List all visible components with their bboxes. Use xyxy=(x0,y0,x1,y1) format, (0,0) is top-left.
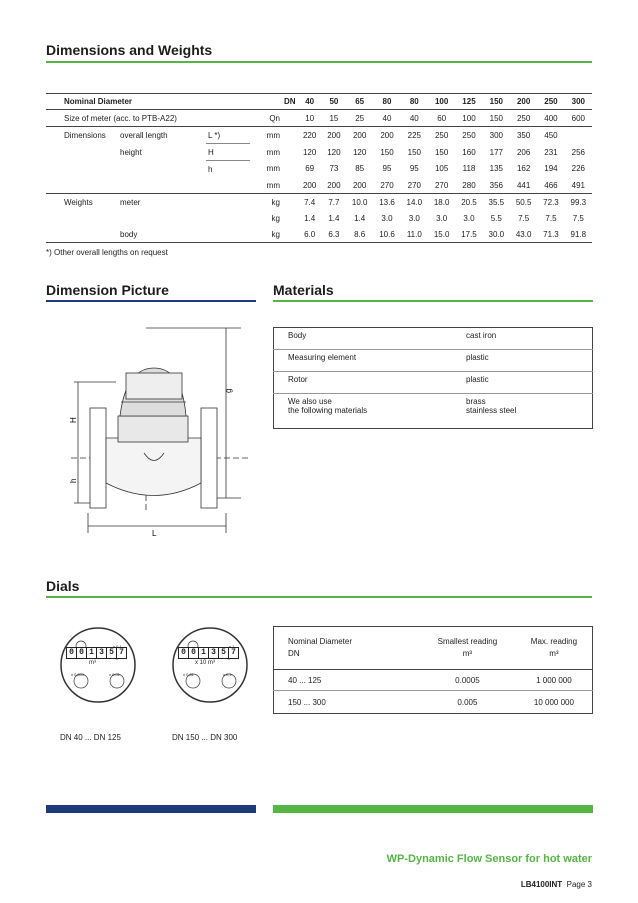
table-cell: Weights xyxy=(64,197,93,207)
table-cell: 71.3 xyxy=(543,229,559,239)
table-cell: mm xyxy=(266,147,280,157)
table-cell: h xyxy=(206,161,250,178)
dial-1-face xyxy=(59,626,137,704)
table-cell: 69 xyxy=(305,164,315,174)
table-cell: 162 xyxy=(516,164,531,174)
table-cell: mm xyxy=(266,164,280,174)
footer-bar-blue xyxy=(46,805,256,813)
table-cell: 250 xyxy=(462,130,476,140)
table-cell: 1.4 xyxy=(354,213,366,223)
counter-digit: 1 xyxy=(198,647,209,659)
table-cell: 120 xyxy=(352,147,367,157)
table-cell xyxy=(46,177,118,194)
table-cell xyxy=(118,161,206,178)
table-cell: 120 xyxy=(327,147,341,157)
material-row xyxy=(274,394,593,429)
counter-digit: 0 xyxy=(188,647,199,659)
table-cell: 150 ... 300 xyxy=(288,697,326,707)
table-cell: 100 xyxy=(462,113,476,123)
material-row xyxy=(274,350,593,372)
table-cell: 450 xyxy=(544,130,558,140)
section-title-dims: Dimensions and Weights xyxy=(46,42,213,58)
table-cell: 1.4 xyxy=(328,213,340,223)
dial-2-r2: x 0,1 xyxy=(223,672,232,677)
col-smallest-unit: m³ xyxy=(462,649,473,658)
header-cell: 80 xyxy=(409,97,419,106)
dial-1-caption: DN 40 ... DN 125 xyxy=(60,733,121,742)
table-cell: 400 xyxy=(544,113,558,123)
counter-digit: 7 xyxy=(228,647,239,659)
table-row xyxy=(46,161,592,178)
header-cell: Nominal Diameter xyxy=(64,97,133,106)
footer-page xyxy=(521,880,592,889)
table-cell: 220 xyxy=(302,130,317,140)
section-rule xyxy=(273,300,593,302)
table-cell xyxy=(206,226,250,243)
table-cell: 1.4 xyxy=(304,213,316,223)
table-cell: 7.7 xyxy=(328,197,340,207)
col-smallest: Smallest reading xyxy=(437,637,498,646)
dial-2-caption: DN 150 ... DN 300 xyxy=(172,733,238,742)
table-cell xyxy=(46,210,118,226)
table-cell: 10 000 000 xyxy=(533,697,574,707)
table-cell: 3.0 xyxy=(463,213,475,223)
label-H: H xyxy=(69,417,78,423)
table-cell: 270 xyxy=(434,180,449,190)
dial-2-r3: x 0,01 xyxy=(183,672,194,677)
table-cell: 43.0 xyxy=(515,229,532,239)
material-row xyxy=(274,328,593,350)
col-max-unit: m³ xyxy=(549,649,559,658)
dimensions-table xyxy=(46,93,592,243)
dial-1-r3: x 0,001 xyxy=(71,672,85,677)
table-cell: 200 xyxy=(352,180,367,190)
table-row xyxy=(46,127,592,144)
counter-digit: 3 xyxy=(96,647,107,659)
table-cell: mm xyxy=(266,180,280,190)
label-g: g xyxy=(224,388,233,393)
table-cell: 177 xyxy=(489,147,503,157)
table-cell: 6.0 xyxy=(304,229,316,239)
table-cell xyxy=(565,127,592,144)
table-cell: 95 xyxy=(409,164,419,174)
table-cell: 10.0 xyxy=(351,197,368,207)
table-cell: 95 xyxy=(382,164,392,174)
table-cell: 300 xyxy=(489,130,503,140)
table-cell: meter xyxy=(120,197,141,207)
header-cell: DN xyxy=(284,97,296,106)
header-cell: 250 xyxy=(544,97,558,106)
table-cell: 200 xyxy=(302,180,317,190)
table-cell: 3.0 xyxy=(436,213,448,223)
footnote: *) Other overall lengths on request xyxy=(46,248,168,257)
table-cell: 1 000 000 xyxy=(536,675,572,685)
section-rule xyxy=(46,300,256,302)
table-cell: kg xyxy=(271,213,280,223)
table-cell: 13.6 xyxy=(379,197,395,207)
dial-1-r2: x 0,01 xyxy=(109,672,120,677)
table-cell: 0.005 xyxy=(457,697,478,707)
header-cell: 200 xyxy=(516,97,531,106)
table-cell: 40 xyxy=(382,113,392,123)
table-cell: Body xyxy=(274,328,453,350)
table-cell: H xyxy=(206,144,250,161)
col-nominal-dn: DN xyxy=(288,649,300,658)
table-cell: brass stainless steel xyxy=(466,397,517,415)
header-cell: 125 xyxy=(462,97,476,106)
table-cell: 250 xyxy=(434,130,449,140)
table-cell: mm xyxy=(266,130,280,140)
table-cell: overall length xyxy=(120,130,168,140)
table-cell: 491 xyxy=(571,180,585,190)
section-rule xyxy=(46,596,592,598)
table-cell: 85 xyxy=(355,164,365,174)
table-cell: 14.0 xyxy=(406,197,423,207)
table-row xyxy=(46,110,592,127)
table-cell: 250 xyxy=(516,113,531,123)
table-row xyxy=(46,177,592,194)
table-cell: Rotor xyxy=(274,372,453,394)
table-cell: 350 xyxy=(516,130,531,140)
counter-digit: 0 xyxy=(76,647,87,659)
table-cell: 231 xyxy=(544,147,558,157)
table-cell xyxy=(206,194,250,211)
table-cell: 10 xyxy=(305,113,315,123)
doc-code: LB4100INT xyxy=(520,880,563,889)
footer-title: WP-Dynamic Flow Sensor for hot water xyxy=(386,853,592,865)
table-cell: 7.5 xyxy=(518,213,530,223)
dial-readings-table xyxy=(273,626,593,714)
dial-1 xyxy=(59,626,137,704)
footer-bar-green xyxy=(273,805,593,813)
table-row xyxy=(46,226,592,243)
header-cell: 80 xyxy=(382,97,392,106)
table-cell: 99.3 xyxy=(570,197,587,207)
material-row xyxy=(274,372,593,394)
table-cell: 135 xyxy=(489,164,503,174)
table-cell: 256 xyxy=(571,147,585,157)
table-cell: 150 xyxy=(434,147,449,157)
table-cell: We also use the following materials xyxy=(288,397,368,415)
table-cell: 3.0 xyxy=(381,213,393,223)
table-cell: 11.0 xyxy=(406,229,422,239)
table-cell: 3.0 xyxy=(408,213,420,223)
table-cell: Qn xyxy=(269,113,280,123)
table-cell: Size of meter (acc. to PTB-A22) xyxy=(64,113,177,123)
table-cell: kg xyxy=(271,197,280,207)
table-cell: 6.3 xyxy=(328,229,340,239)
meter-dimension-drawing xyxy=(66,318,256,543)
counter-digit: 1 xyxy=(86,647,97,659)
label-h: h xyxy=(69,478,78,483)
counter-digit: 3 xyxy=(208,647,219,659)
table-cell: 466 xyxy=(544,180,558,190)
counter-digit: 5 xyxy=(218,647,229,659)
section-title-dials: Dials xyxy=(46,578,80,594)
table-cell: plastic xyxy=(452,372,593,394)
table-cell: 150 xyxy=(380,147,394,157)
dial-1-unit: m³ xyxy=(89,660,96,666)
table-cell: 73 xyxy=(329,164,339,174)
table-cell: 441 xyxy=(516,180,531,190)
table-row xyxy=(46,144,592,161)
table-cell: 72.3 xyxy=(543,197,559,207)
table-cell: 280 xyxy=(462,180,476,190)
table-cell: 270 xyxy=(380,180,394,190)
table-cell: 18.0 xyxy=(433,197,450,207)
col-max: Max. reading xyxy=(530,637,578,646)
table-cell: 15 xyxy=(329,113,339,123)
table-cell: 200 xyxy=(327,180,341,190)
counter-digit: 5 xyxy=(106,647,117,659)
table-cell: 7.5 xyxy=(572,213,584,223)
table-cell xyxy=(46,161,118,178)
table-cell: Dimensions xyxy=(64,130,106,140)
table-cell: plastic xyxy=(452,350,593,372)
header-cell: 50 xyxy=(329,97,339,106)
table-cell: 5.5 xyxy=(490,213,502,223)
header-cell: 150 xyxy=(489,97,503,106)
table-cell: L *) xyxy=(208,130,221,140)
table-cell: 60 xyxy=(437,113,447,123)
dial-1-r1: x 0,1 xyxy=(113,644,122,649)
table-cell xyxy=(118,177,206,194)
section-rule xyxy=(46,61,592,63)
counter-digit: 0 xyxy=(66,647,77,659)
table-cell: 150 xyxy=(489,113,503,123)
table-cell: 118 xyxy=(462,164,476,174)
header-cell: 300 xyxy=(571,97,585,106)
table-cell: 200 xyxy=(327,130,341,140)
table-cell xyxy=(118,210,206,226)
table-row xyxy=(46,210,592,226)
counter-digit: 0 xyxy=(178,647,189,659)
dial-2-r1: x 1 xyxy=(229,644,235,649)
table-cell xyxy=(206,177,250,194)
table-cell: 105 xyxy=(434,164,449,174)
table-cell: 50.5 xyxy=(515,197,532,207)
table-cell: body xyxy=(120,229,138,239)
page-number: Page 3 xyxy=(566,880,592,889)
table-cell: 20.5 xyxy=(461,197,477,207)
table-cell: height xyxy=(120,147,142,157)
header-cell: 100 xyxy=(434,97,449,106)
table-cell: 30.0 xyxy=(488,229,505,239)
table-row xyxy=(46,194,592,211)
table-cell: 40 xyxy=(409,113,419,123)
table-cell: 600 xyxy=(571,113,585,123)
table-cell: Measuring element xyxy=(274,350,453,372)
col-nominal: Nominal Diameter xyxy=(288,637,353,646)
counter-digit: 7 xyxy=(116,647,127,659)
table-cell: 200 xyxy=(352,130,367,140)
table-cell: kg xyxy=(271,229,280,239)
table-cell xyxy=(46,226,118,243)
table-cell: 120 xyxy=(302,147,317,157)
table-cell: 0.0005 xyxy=(455,675,480,685)
table-cell: 10.6 xyxy=(379,229,395,239)
table-cell: 150 xyxy=(407,147,421,157)
dial-2 xyxy=(171,626,249,704)
table-cell: 17.5 xyxy=(461,229,477,239)
label-L: L xyxy=(152,529,157,538)
table-cell: 194 xyxy=(544,164,558,174)
table-cell xyxy=(206,210,250,226)
table-cell: 8.6 xyxy=(354,229,366,239)
table-cell: 226 xyxy=(571,164,585,174)
table-cell: 35.5 xyxy=(488,197,505,207)
section-title-materials: Materials xyxy=(273,282,334,298)
table-cell: 25 xyxy=(355,113,365,123)
dial-2-unit: x 10 m³ xyxy=(195,660,216,666)
table-cell xyxy=(46,144,118,161)
section-title-picture: Dimension Picture xyxy=(46,282,169,298)
header-cell: 65 xyxy=(355,97,365,106)
table-cell: 160 xyxy=(462,147,476,157)
header-cell: 40 xyxy=(305,97,315,106)
table-cell: 7.4 xyxy=(304,197,316,207)
table-cell: 206 xyxy=(516,147,531,157)
table-cell: 15.0 xyxy=(433,229,450,239)
table-cell: 7.5 xyxy=(545,213,557,223)
table-cell: 200 xyxy=(380,130,394,140)
table-cell: 40 ... 125 xyxy=(288,675,322,685)
table-cell: 91.8 xyxy=(570,229,587,239)
table-cell: 270 xyxy=(407,180,421,190)
materials-table xyxy=(273,327,593,429)
table-cell: 225 xyxy=(407,130,421,140)
table-cell: cast iron xyxy=(452,328,593,350)
table-cell: 356 xyxy=(489,180,503,190)
